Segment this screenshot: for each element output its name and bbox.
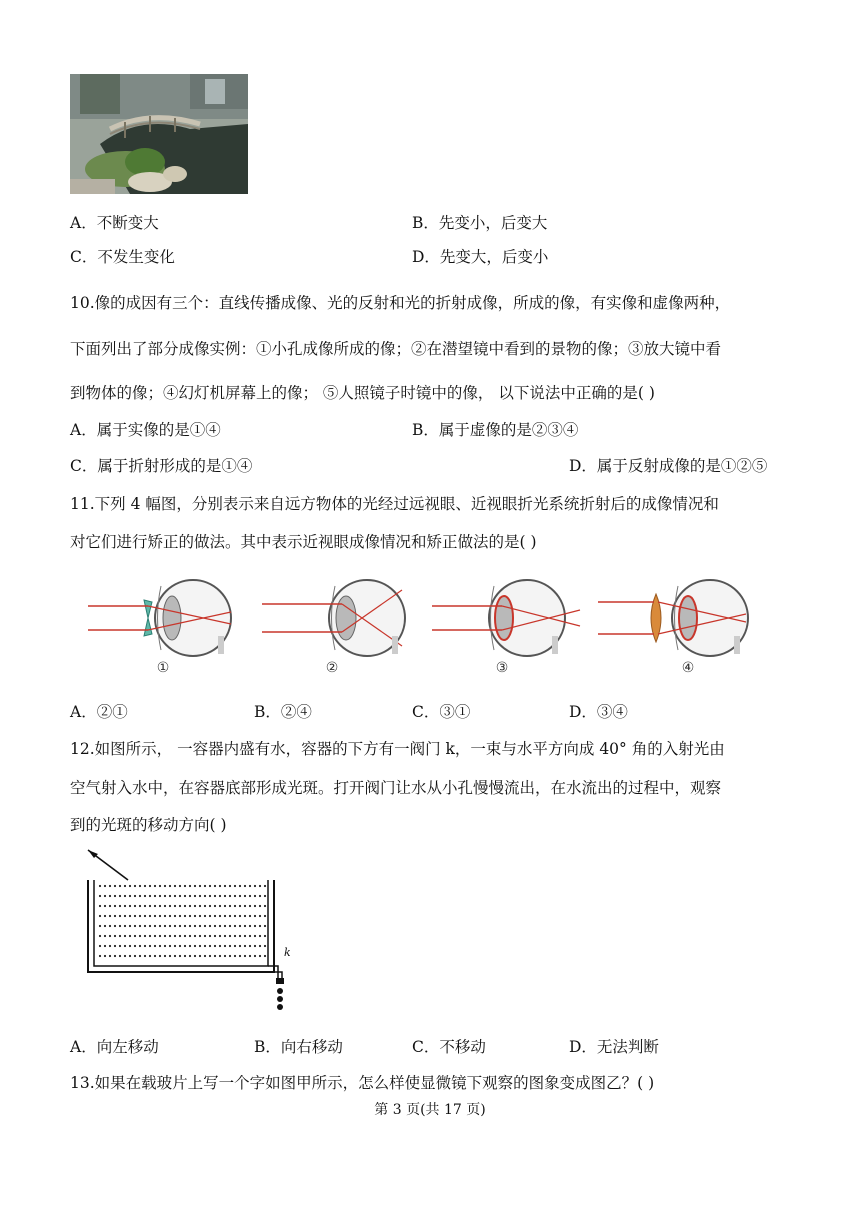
q10-stem-line3: 到物体的像；④幻灯机屏幕上的像； ⑤人照镜子时镜中的像， 以下说法中正确的是( ) [70, 384, 655, 402]
q12-option-d: D．无法判断 [569, 1038, 659, 1056]
q10-option-a: A．属于实像的是①④ [70, 421, 221, 439]
eye-diagram-3-label: ③ [495, 660, 509, 676]
eye-diagram-1 [88, 568, 238, 678]
q12-option-a: A．向左移动 [70, 1038, 159, 1056]
q11-option-c: C．③① [412, 703, 471, 721]
q12-stem-line3: 到的光斑的移动方向( ) [70, 816, 227, 834]
q10-option-c: C．属于折射形成的是①④ [70, 457, 253, 475]
page-footer: 第 3 页(共 17 页) [374, 1102, 486, 1118]
q9-option-c: C．不发生变化 [70, 248, 175, 266]
q13-stem-line1: 13.如果在载玻片上写一个字如图甲所示，怎么样使显微镜下观察的图象变成图乙？( ) [70, 1074, 655, 1092]
q12-stem-line1: 12.如图所示， 一容器内盛有水，容器的下方有一阀门 k，一束与水平方向成 40° 角的入射光由 [70, 740, 725, 758]
q9-option-b: B．先变小，后变大 [412, 214, 548, 232]
q10-stem-line1: 10.像的成因有三个：直线传播成像、光的反射和光的折射成像，所成的像，有实像和虚像两种， [70, 294, 731, 312]
q10-stem-line2: 下面列出了部分成像实例：①小孔成像所成的像；②在潜望镜中看到的景物的像；③放大镜中看 [70, 340, 722, 358]
q12-option-c: C．不移动 [412, 1038, 486, 1056]
valve-k-label: k [284, 946, 291, 959]
water-container-diagram [68, 846, 298, 1016]
eye-diagram-3 [432, 568, 582, 678]
q11-option-d: D．③④ [569, 703, 628, 721]
eye-diagram-1-label: ① [156, 660, 170, 676]
q10-option-b: B．属于虚像的是②③④ [412, 421, 579, 439]
q11-stem-line1: 11.下列 4 幅图，分别表示来自远方物体的光经过远视眼、近视眼折光系统折射后的成像情况和 [70, 495, 719, 513]
q9-option-d: D．先变大，后变小 [412, 248, 549, 266]
q11-option-a: A．②① [70, 703, 128, 721]
q10-option-d: D．属于反射成像的是①②⑤ [569, 457, 768, 475]
q11-stem-line2: 对它们进行矫正的做法。其中表示近视眼成像情况和矫正做法的是( ) [70, 533, 537, 551]
eye-diagram-2 [262, 568, 412, 678]
q12-stem-line2: 空气射入水中，在容器底部形成光斑。打开阀门让水从小孔慢慢流出，在水流出的过程中，观察 [70, 779, 722, 797]
eye-diagram-4 [598, 568, 758, 678]
pond-bridge-photo [70, 74, 248, 194]
q9-option-a: A．不断变大 [70, 214, 159, 232]
q11-option-b: B．②④ [254, 703, 312, 721]
eye-diagram-2-label: ② [325, 660, 339, 676]
q12-option-b: B．向右移动 [254, 1038, 343, 1056]
eye-diagram-4-label: ④ [681, 660, 695, 676]
